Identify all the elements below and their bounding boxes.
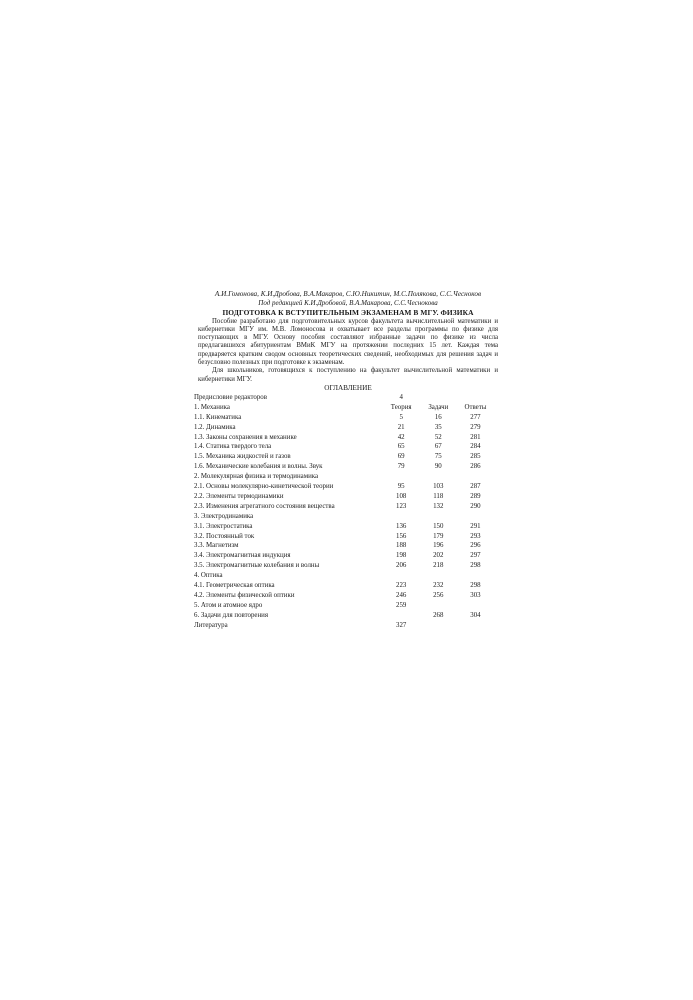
toc-entry-title: 3. Электродинамика [194,512,254,520]
toc-page-problems [420,472,457,482]
toc-page-answers: 285 [470,453,481,461]
toc-page-answers [457,393,494,403]
toc-heading: ОГЛАВЛЕНИЕ [324,383,372,392]
toc-page-answers: 303 [470,592,481,599]
toc-page-answers [457,621,494,631]
table-of-contents [194,393,494,631]
toc-page-problems: 118 [433,492,444,500]
abstract-paragraph: Пособие разработано для подготовительных курсов факультета вычислительной математики и кибернетики МГУ им. М.В. Ломоносова и охватывает все разделы программы по физике для поступающих в МГУ. Основу пособия составляют избранные задачи по физике из числа предлагавшихся абитуриентам ВМиК МГУ на протяжении последних 15 лет. Каждая тема предваряется кратким сводом основных теоретических сведений, необходимых для решения задач и безусловно полезных при подготовке к экзаменам. [198,317,498,366]
toc-page-problems [420,512,457,522]
toc-page-theory: 198 [396,552,407,560]
toc-entry-title: Предисловие редакторов [194,393,267,401]
toc-entry-title: 1.3. Законы сохранения в механике [194,433,297,441]
toc-page-problems: 90 [434,463,442,471]
toc-page-answers: 298 [470,582,481,590]
toc-row [194,502,494,512]
toc-page-answers [457,472,494,482]
toc-page-theory: 156 [396,532,407,540]
toc-page-answers: 298 [470,562,481,570]
toc-page-theory: 21 [397,423,405,431]
authors-line: А.И.Гомонова, К.И.Дробова, В.А.Макаров, С.Ю.Никитин, М.С.Полякова, С.С.Чесноков [214,290,482,298]
toc-page-theory: 69 [397,453,405,461]
toc-page-problems: 202 [433,552,444,560]
toc-page-answers: 279 [470,423,481,431]
toc-row [194,581,494,591]
toc-page-theory: 123 [396,502,407,510]
toc-page-theory [383,512,420,522]
toc-entry-title: 3.4. Электромагнитная индукция [194,552,291,560]
toc-page-theory: 108 [396,492,407,500]
toc-row [194,442,494,452]
toc-page-theory [383,472,420,482]
toc-row [194,403,494,413]
toc-page-theory: 5 [399,413,403,421]
toc-page-problems: 75 [434,453,442,461]
toc-row [194,621,494,631]
toc-row [194,413,494,423]
toc-page-problems: 268 [433,611,444,619]
toc-row [194,571,494,581]
editors-line: Под редакцией К.И.Дробовой, В.А.Макарова, С.С.Чеснокова [258,299,438,307]
toc-row [194,472,494,482]
toc-page-theory: Теория [390,403,412,411]
toc-page-problems: 132 [433,502,444,510]
toc-page-theory: 65 [397,443,405,451]
toc-page-problems [420,393,457,403]
toc-page-answers: 289 [470,492,481,500]
toc-page-problems: 150 [433,522,444,530]
toc-page-answers: 290 [470,502,481,510]
toc-row [194,611,494,621]
toc-page-problems [420,601,457,611]
toc-page-theory: 259 [396,601,407,609]
toc-entry-title: 3.3. Магнетизм [194,542,239,550]
document-title: ПОДГОТОВКА К ВСТУПИТЕЛЬНЫМ ЭКЗАМЕНАМ В МГУ. ФИЗИКА [222,308,474,317]
toc-page-problems: 196 [433,542,444,550]
toc-entry-title: 1.4. Статика твердого тела [194,443,272,451]
toc-page-problems [420,571,457,581]
toc-page-theory: 223 [396,582,407,590]
abstract-paragraph: Для школьников, готовящихся к поступлению на факультет вычислительной математики и кибернетики МГУ. [198,367,498,383]
toc-entry-title: 6. Задачи для повторения [194,611,269,619]
toc-row [194,462,494,472]
toc-page-problems [420,621,457,631]
toc-page-answers [457,601,494,611]
toc-entry-title: 3.5. Электромагнитные колебания и волны [194,562,320,570]
toc-page-answers [457,512,494,522]
toc-page-theory: 42 [397,433,405,441]
toc-row [194,433,494,443]
toc-page-theory: 327 [396,621,407,629]
toc-page-problems: 179 [433,532,444,540]
toc-page-theory: 246 [396,592,407,599]
toc-page-answers: 297 [470,552,481,560]
toc-page-answers: 281 [470,433,481,441]
toc-row [194,532,494,542]
toc-page-problems: 35 [434,423,442,431]
toc-row [194,452,494,462]
toc-page-problems: 16 [434,413,442,421]
toc-page-answers: 304 [470,611,481,619]
toc-entry-title: 4.1. Геометрическая оптика [194,582,275,590]
toc-page-theory: 95 [397,483,405,491]
toc-entry-title: 5. Атом и атомное ядро [194,601,263,609]
toc-page-answers [457,571,494,581]
toc-page-problems: 103 [433,483,444,491]
toc-page-theory: 136 [396,522,407,530]
toc-body [194,393,494,631]
toc-page-problems: 256 [433,592,444,599]
toc-page-theory: 188 [396,542,407,550]
toc-page-answers: 277 [470,413,481,421]
toc-page-problems: 52 [434,433,442,441]
toc-page-problems: 67 [434,443,442,451]
toc-page-theory [383,571,420,581]
toc-page-answers: 284 [470,443,481,451]
toc-page-theory: 79 [397,463,405,471]
toc-row [194,561,494,571]
toc-page-theory: 206 [396,562,407,570]
toc-entry-title: 1.2. Динамика [194,423,236,431]
toc-entry-title: 2.2. Элементы термодинамики [194,492,284,500]
toc-row [194,482,494,492]
toc-entry-title: 1.5. Механика жидкостей и газов [194,453,291,461]
toc-row [194,423,494,433]
toc-entry-title: Литература [194,621,228,629]
toc-entry-title: 1. Механика [194,403,230,411]
toc-entry-title: 3.1. Электростатика [194,522,253,530]
toc-page-problems: 232 [433,582,444,590]
toc-entry-title: 3.2. Постоянный ток [194,532,255,540]
toc-entry-title: 2.1. Основы молекулярно-кинетической теории [194,483,334,491]
toc-page-answers: 293 [470,532,481,540]
toc-page-theory [383,611,420,621]
toc-entry-title: 1.6. Механические колебания и волны. Звук [194,463,323,471]
toc-row [194,601,494,611]
toc-row [194,591,494,601]
toc-row [194,512,494,522]
toc-page-problems: 218 [433,562,444,570]
toc-page-theory: 4 [399,393,403,401]
toc-page-answers: 287 [470,483,481,491]
book-page [194,290,498,631]
toc-entry-title: 4. Оптика [194,572,223,580]
toc-entry-title: 4.2. Элементы физической оптики [194,592,295,599]
toc-page-answers: 291 [470,522,481,530]
toc-page-answers: 286 [470,463,481,471]
toc-row [194,492,494,502]
toc-entry-title: 2.3. Изменения агрегатного состояния вещества [194,502,335,510]
toc-row [194,541,494,551]
toc-row [194,393,494,403]
toc-entry-title: 1.1. Кинематика [194,413,242,421]
toc-row [194,551,494,561]
toc-page-problems: Задачи [428,403,449,411]
toc-row [194,522,494,532]
toc-page-answers: Ответы [464,403,487,411]
toc-page-answers: 296 [470,542,481,550]
toc-entry-title: 2. Молекулярная физика и термодинамика [194,473,319,481]
